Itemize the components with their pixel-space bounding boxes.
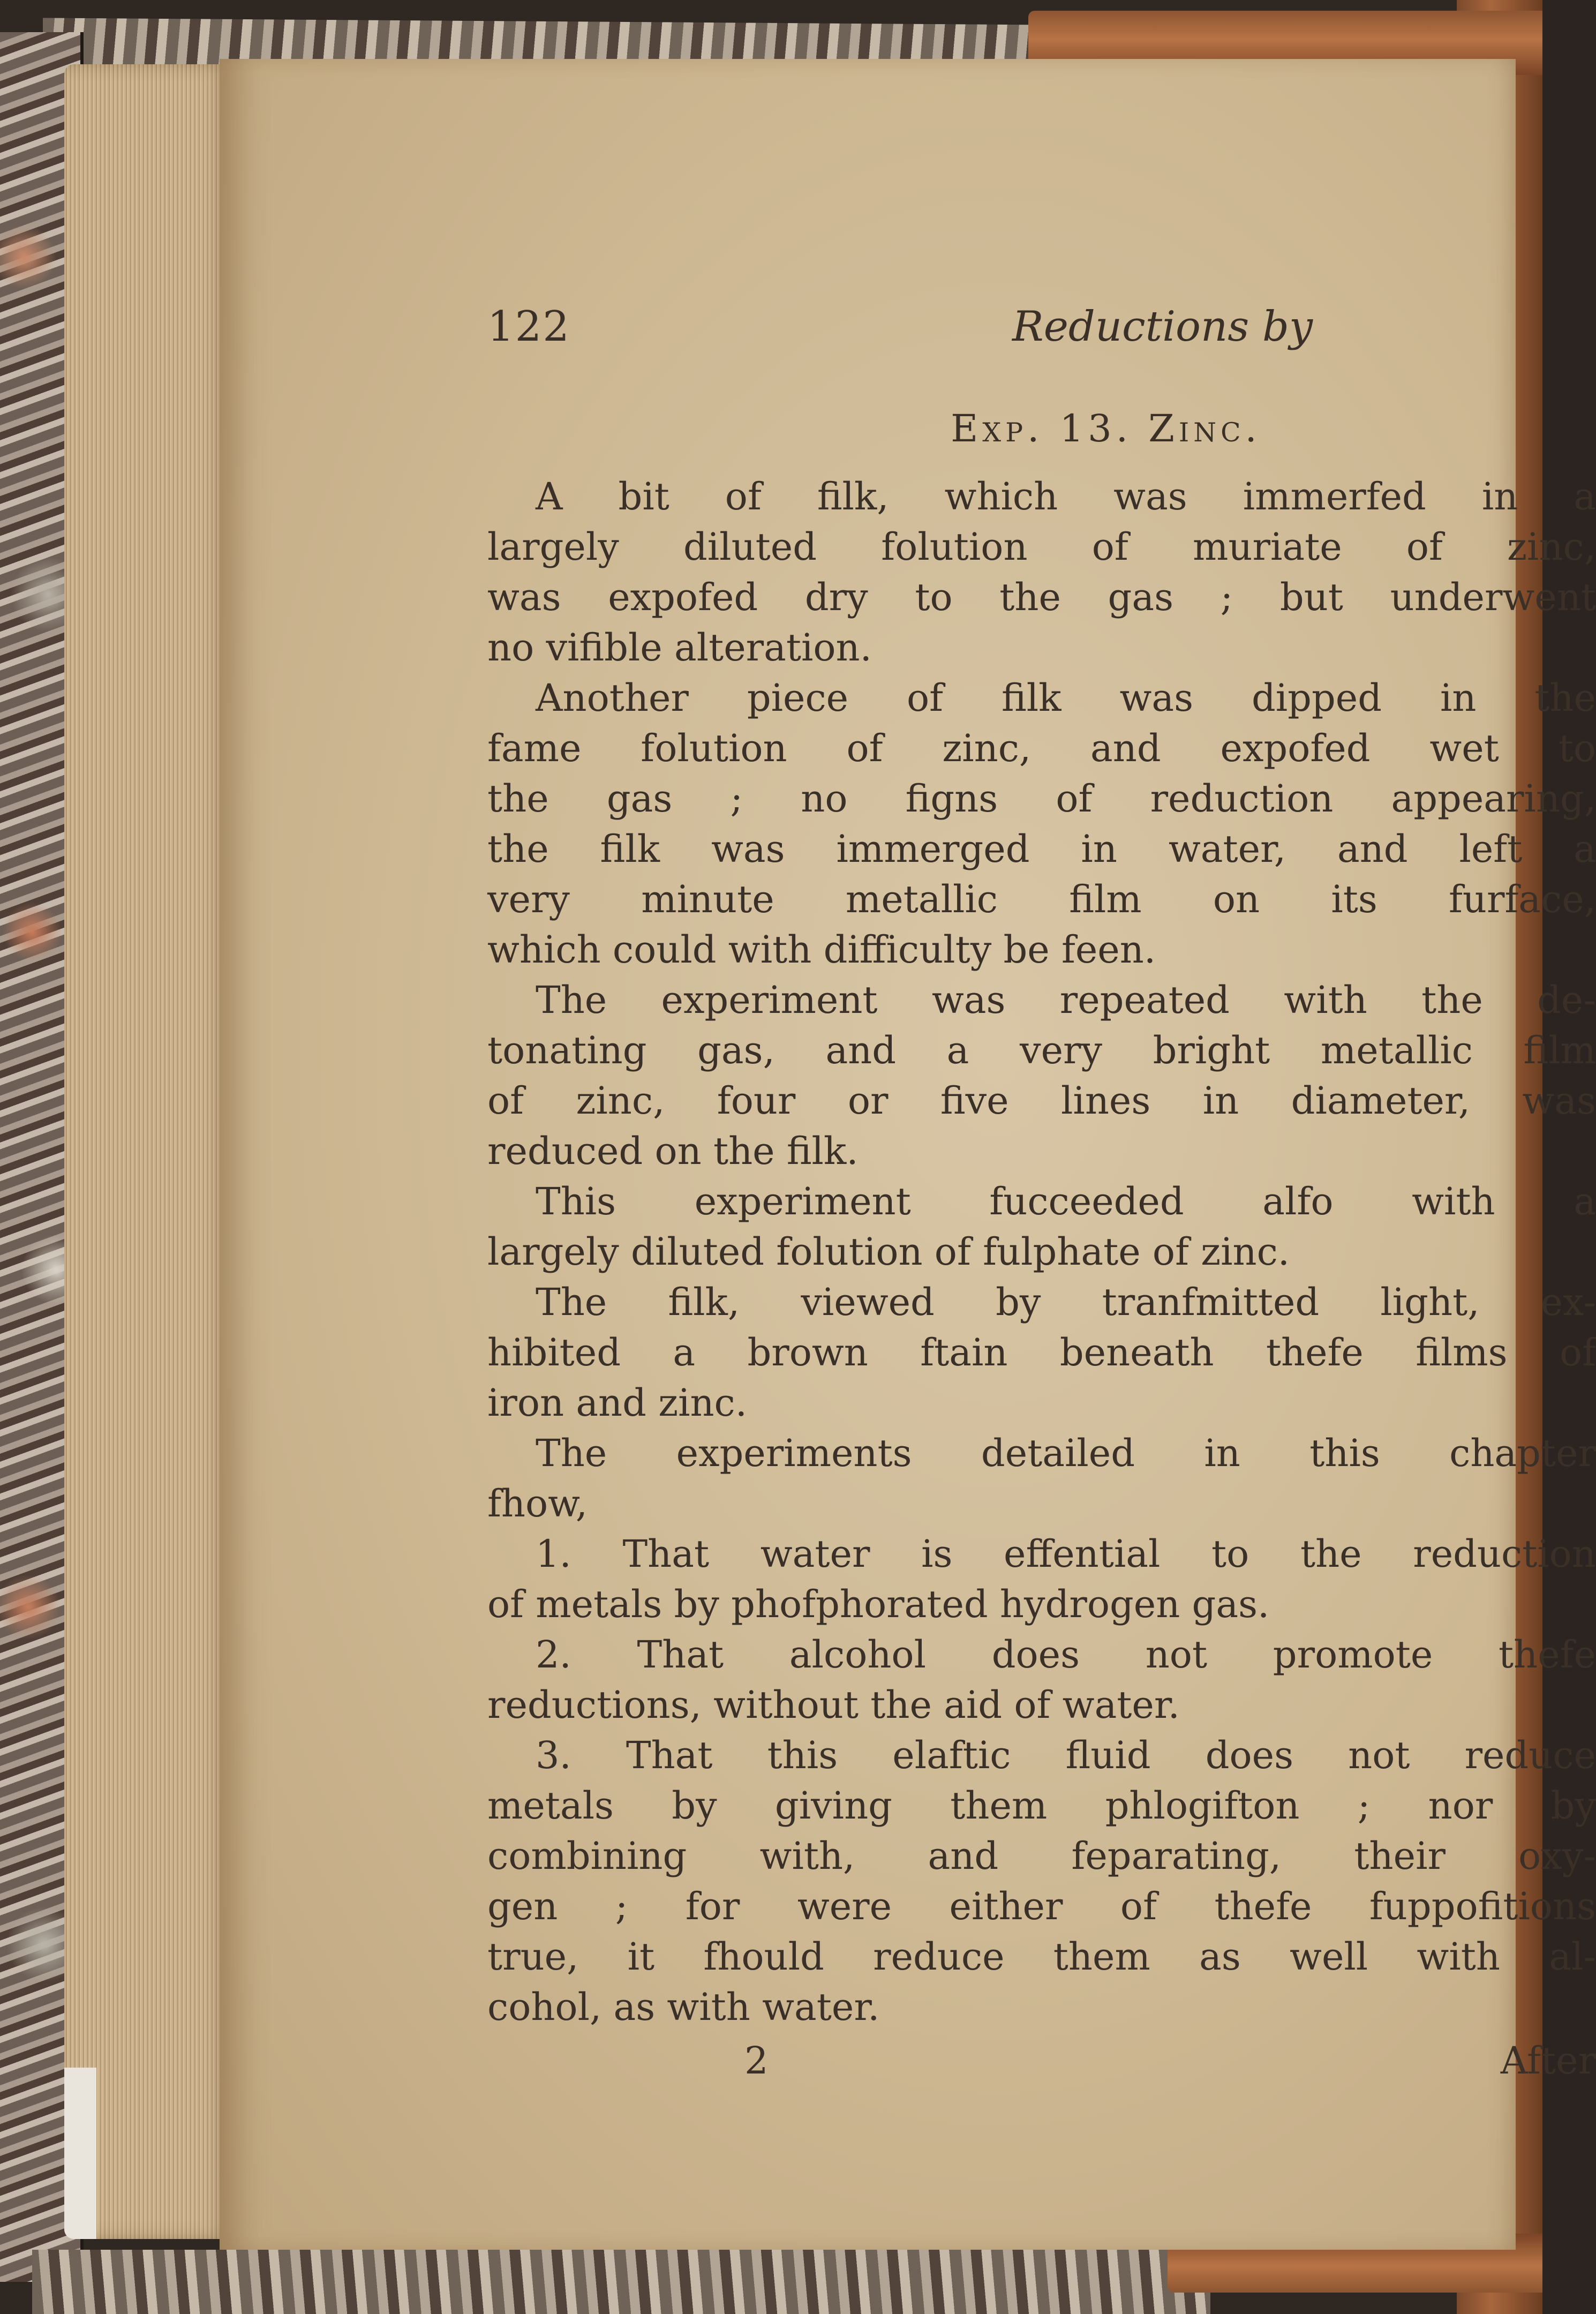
text-line: the filk was immerged in water, and left a: [487, 827, 1596, 871]
paragraph: [487, 1428, 1596, 1529]
text-line: 1. That water is effential to the reduction: [536, 1532, 1596, 1576]
marbled-board-bottom: [32, 2250, 1210, 2314]
paragraph: [487, 1176, 1596, 1277]
book-page: [220, 59, 1596, 2250]
text-line: true, it fhould reduce them as well with al-: [487, 1935, 1596, 1979]
paragraph: [487, 975, 1596, 1176]
text-line: metals by giving them phlogifton ; nor by: [487, 1784, 1596, 1828]
text-line: 2. That alcohol does not promote thefe: [536, 1633, 1596, 1677]
text-line: 3. That this elaftic fluid does not reduce: [536, 1733, 1596, 1777]
catchword: After: [1500, 2039, 1596, 2083]
page-block-edges: [64, 64, 230, 2239]
paragraph: [487, 1277, 1596, 1428]
page-footer: [487, 2035, 1596, 2086]
section-heading: Exp. 13. Zinc.: [951, 407, 1261, 450]
text-line: the gas ; no figns of reduction appearing,: [487, 777, 1596, 821]
paragraph: [487, 673, 1596, 975]
text-line: largely diluted folution of fulphate of zinc.: [487, 1230, 1290, 1274]
text-line: no vifible alteration.: [487, 626, 872, 670]
text-line: Another piece of filk was dipped in the: [536, 676, 1596, 720]
text-line: iron and zinc.: [487, 1381, 748, 1425]
text-line: fhow,: [487, 1482, 588, 1526]
text-line: fame folution of zinc, and expofed wet to: [487, 726, 1596, 770]
text-line: combining with, and feparating, their oxy-: [487, 1834, 1596, 1878]
text-line: gen ; for were either of thefe fuppofitions: [487, 1884, 1596, 1928]
paragraph: [487, 1730, 1596, 2032]
running-head: [487, 295, 1596, 359]
text-line: cohol, as with water.: [487, 1985, 880, 2029]
text-line: The experiments detailed in this chapter: [536, 1431, 1596, 1475]
body-text: [487, 471, 1596, 2032]
text-line: reduced on the filk.: [487, 1129, 859, 1173]
text-line: hibited a brown ftain beneath thefe films of: [487, 1331, 1596, 1374]
text-line: A bit of filk, which was immerfed in a: [536, 475, 1596, 519]
paragraph: [487, 471, 1596, 673]
page-number: 122: [487, 303, 570, 351]
text-line: very minute metallic film on its furface,: [487, 877, 1596, 921]
text-line: which could with difficulty be feen.: [487, 928, 1156, 972]
text-line: reductions, without the aid of water.: [487, 1683, 1180, 1727]
paragraph: [487, 1629, 1596, 1730]
running-title: Reductions by: [1012, 303, 1313, 351]
text-line: of metals by phofphorated hydrogen gas.: [487, 1582, 1270, 1626]
paragraph: [487, 1529, 1596, 1629]
text-line: The filk, viewed by tranfmitted light, ex-: [536, 1280, 1596, 1324]
signature-mark: 2: [744, 2039, 769, 2083]
text-line: of zinc, four or five lines in diameter, was: [487, 1079, 1596, 1123]
text-line: This experiment fucceeded alfo with a: [536, 1179, 1596, 1223]
page-text-block: [487, 295, 1596, 2086]
text-line: tonating gas, and a very bright metallic film: [487, 1028, 1596, 1072]
text-line: The experiment was repeated with the de-: [536, 978, 1596, 1022]
text-line: was expofed dry to the gas ; but underwent: [487, 575, 1596, 619]
text-line: largely diluted folution of muriate of zinc,: [487, 525, 1596, 569]
